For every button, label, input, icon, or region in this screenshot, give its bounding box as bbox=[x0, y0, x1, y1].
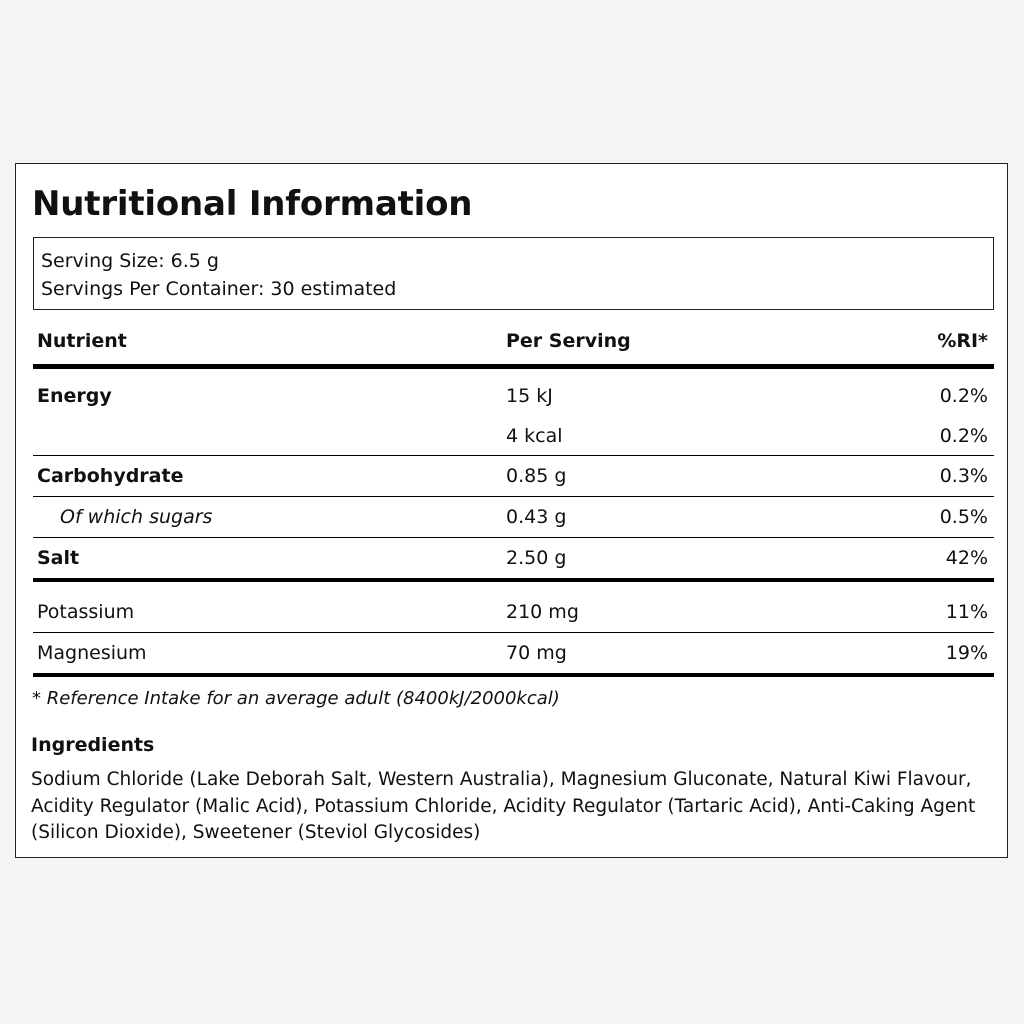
servings-per-container: Servings Per Container: 30 estimated bbox=[41, 278, 397, 300]
header-nutrient: Nutrient bbox=[37, 330, 127, 352]
nutrient-ri: 11% bbox=[945, 601, 988, 623]
table-row-salt bbox=[33, 538, 994, 582]
nutrient-value: 0.85 g bbox=[506, 465, 567, 487]
nutrient-ri: 0.5% bbox=[939, 506, 988, 528]
nutrient-name: Potassium bbox=[37, 601, 135, 623]
serving-size: Serving Size: 6.5 g bbox=[41, 250, 219, 272]
nutrition-table bbox=[33, 319, 994, 677]
nutrient-value: 2.50 g bbox=[506, 547, 567, 569]
nutrient-ri: 42% bbox=[945, 547, 988, 569]
nutrient-ri: 19% bbox=[945, 642, 988, 664]
energy-kcal-ri: 0.2% bbox=[939, 425, 988, 447]
table-row-sugars bbox=[33, 497, 994, 538]
table-row-potassium bbox=[33, 592, 994, 633]
serving-info-box bbox=[33, 237, 994, 310]
nutrient-value: 210 mg bbox=[506, 601, 579, 623]
ingredients-heading: Ingredients bbox=[31, 734, 155, 756]
reference-intake-footnote: * Reference Intake for an average adult (8400kJ/2000kcal) bbox=[32, 688, 560, 709]
table-row-energy bbox=[33, 369, 994, 456]
energy-kcal-value: 4 kcal bbox=[506, 425, 563, 447]
nutrition-panel bbox=[15, 163, 1008, 858]
table-row-magnesium bbox=[33, 633, 994, 677]
table-row-carbohydrate bbox=[33, 456, 994, 497]
page-title: Nutritional Information bbox=[32, 184, 473, 224]
energy-kj-value: 15 kJ bbox=[506, 385, 553, 407]
nutrient-value: 70 mg bbox=[506, 642, 567, 664]
nutrient-name: Carbohydrate bbox=[37, 465, 184, 487]
nutrient-name: Salt bbox=[37, 547, 80, 569]
table-header-row bbox=[33, 319, 994, 369]
nutrient-name: Magnesium bbox=[37, 642, 147, 664]
header-per-serving: Per Serving bbox=[506, 330, 631, 352]
nutrient-value: 0.43 g bbox=[506, 506, 567, 528]
nutrient-ri: 0.3% bbox=[939, 465, 988, 487]
ingredients-text: Sodium Chloride (Lake Deborah Salt, Western Australia), Magnesium Gluconate, Natural Kiwi Flavour, Acidity Regulator (Malic Acid), Potassium Chloride, Acidity Regulator (Tartaric Acid), Anti-Caking Agent (Silicon Dioxide), Sweetener (Steviol Glycosides) bbox=[31, 769, 976, 843]
energy-kj-ri: 0.2% bbox=[939, 385, 988, 407]
header-ri: %RI* bbox=[937, 330, 988, 352]
section-gap bbox=[33, 582, 994, 592]
nutrient-name: Of which sugars bbox=[60, 506, 213, 528]
nutrient-name: Energy bbox=[37, 385, 112, 407]
